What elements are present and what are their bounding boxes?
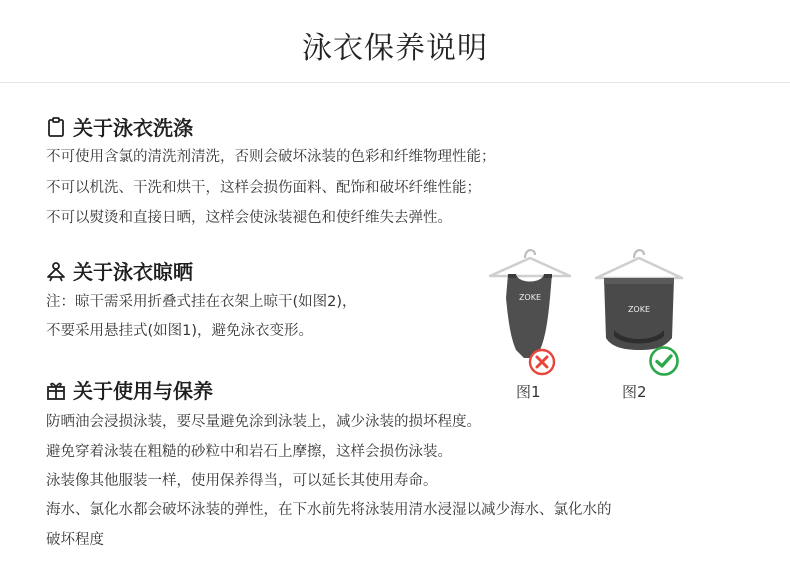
section-washing-line: 不可以机洗、干洗和烘干，这样会损伤面料、配饰和破坏纤维性能； — [46, 180, 481, 196]
clipboard-icon — [45, 116, 67, 138]
section-care-title — [45, 375, 213, 404]
figure-2-caption: 图2 — [622, 383, 647, 401]
hanger-icon — [45, 260, 67, 282]
figure-1-brand: ZOKE — [518, 293, 542, 302]
gift-icon — [45, 379, 67, 401]
section-drying-line: 注：晾干需采用折叠式挂在衣架上晾干(如图2)， — [46, 294, 357, 310]
section-title-text: 关于使用与保养 — [73, 379, 213, 403]
section-care-line: 防晒油会浸损泳装，要尽量避免涂到泳装上，减少泳装的损坏程度。 — [46, 414, 481, 430]
section-care-line: 破坏程度 — [46, 532, 104, 548]
figure-2-brand: ZOKE — [627, 305, 651, 314]
header-divider — [0, 82, 790, 83]
section-drying-line: 不要采用悬挂式(如图1)，避免泳衣变形。 — [46, 323, 314, 339]
section-washing-line: 不可以熨烫和直接日晒，这样会使泳装褪色和使纤维失去弹性。 — [46, 210, 452, 226]
cross-icon — [528, 348, 556, 376]
page-title: 泳衣保养说明 — [302, 31, 488, 66]
section-care-line: 海水、氯化水都会破坏泳装的弹性，在下水前先将泳装用清水浸湿以减少海水、氯化水的 — [46, 502, 612, 518]
check-icon — [648, 345, 680, 377]
section-title-text: 关于泳衣洗涤 — [73, 116, 193, 140]
section-care-line: 避免穿着泳装在粗糙的砂粒中和岩石上摩擦，这样会损伤泳装。 — [46, 444, 452, 460]
section-drying-title — [45, 256, 193, 285]
section-washing-line: 不可使用含氯的清洗剂清洗，否则会破坏泳装的色彩和纤维物理性能； — [46, 149, 496, 165]
figure-1-caption: 图1 — [516, 383, 541, 401]
section-title-text: 关于泳衣晾晒 — [73, 260, 193, 284]
page-header — [0, 0, 790, 82]
section-care-line: 泳装像其他服装一样，使用保养得当，可以延长其使用寿命。 — [46, 473, 438, 489]
section-washing-title — [45, 112, 193, 141]
